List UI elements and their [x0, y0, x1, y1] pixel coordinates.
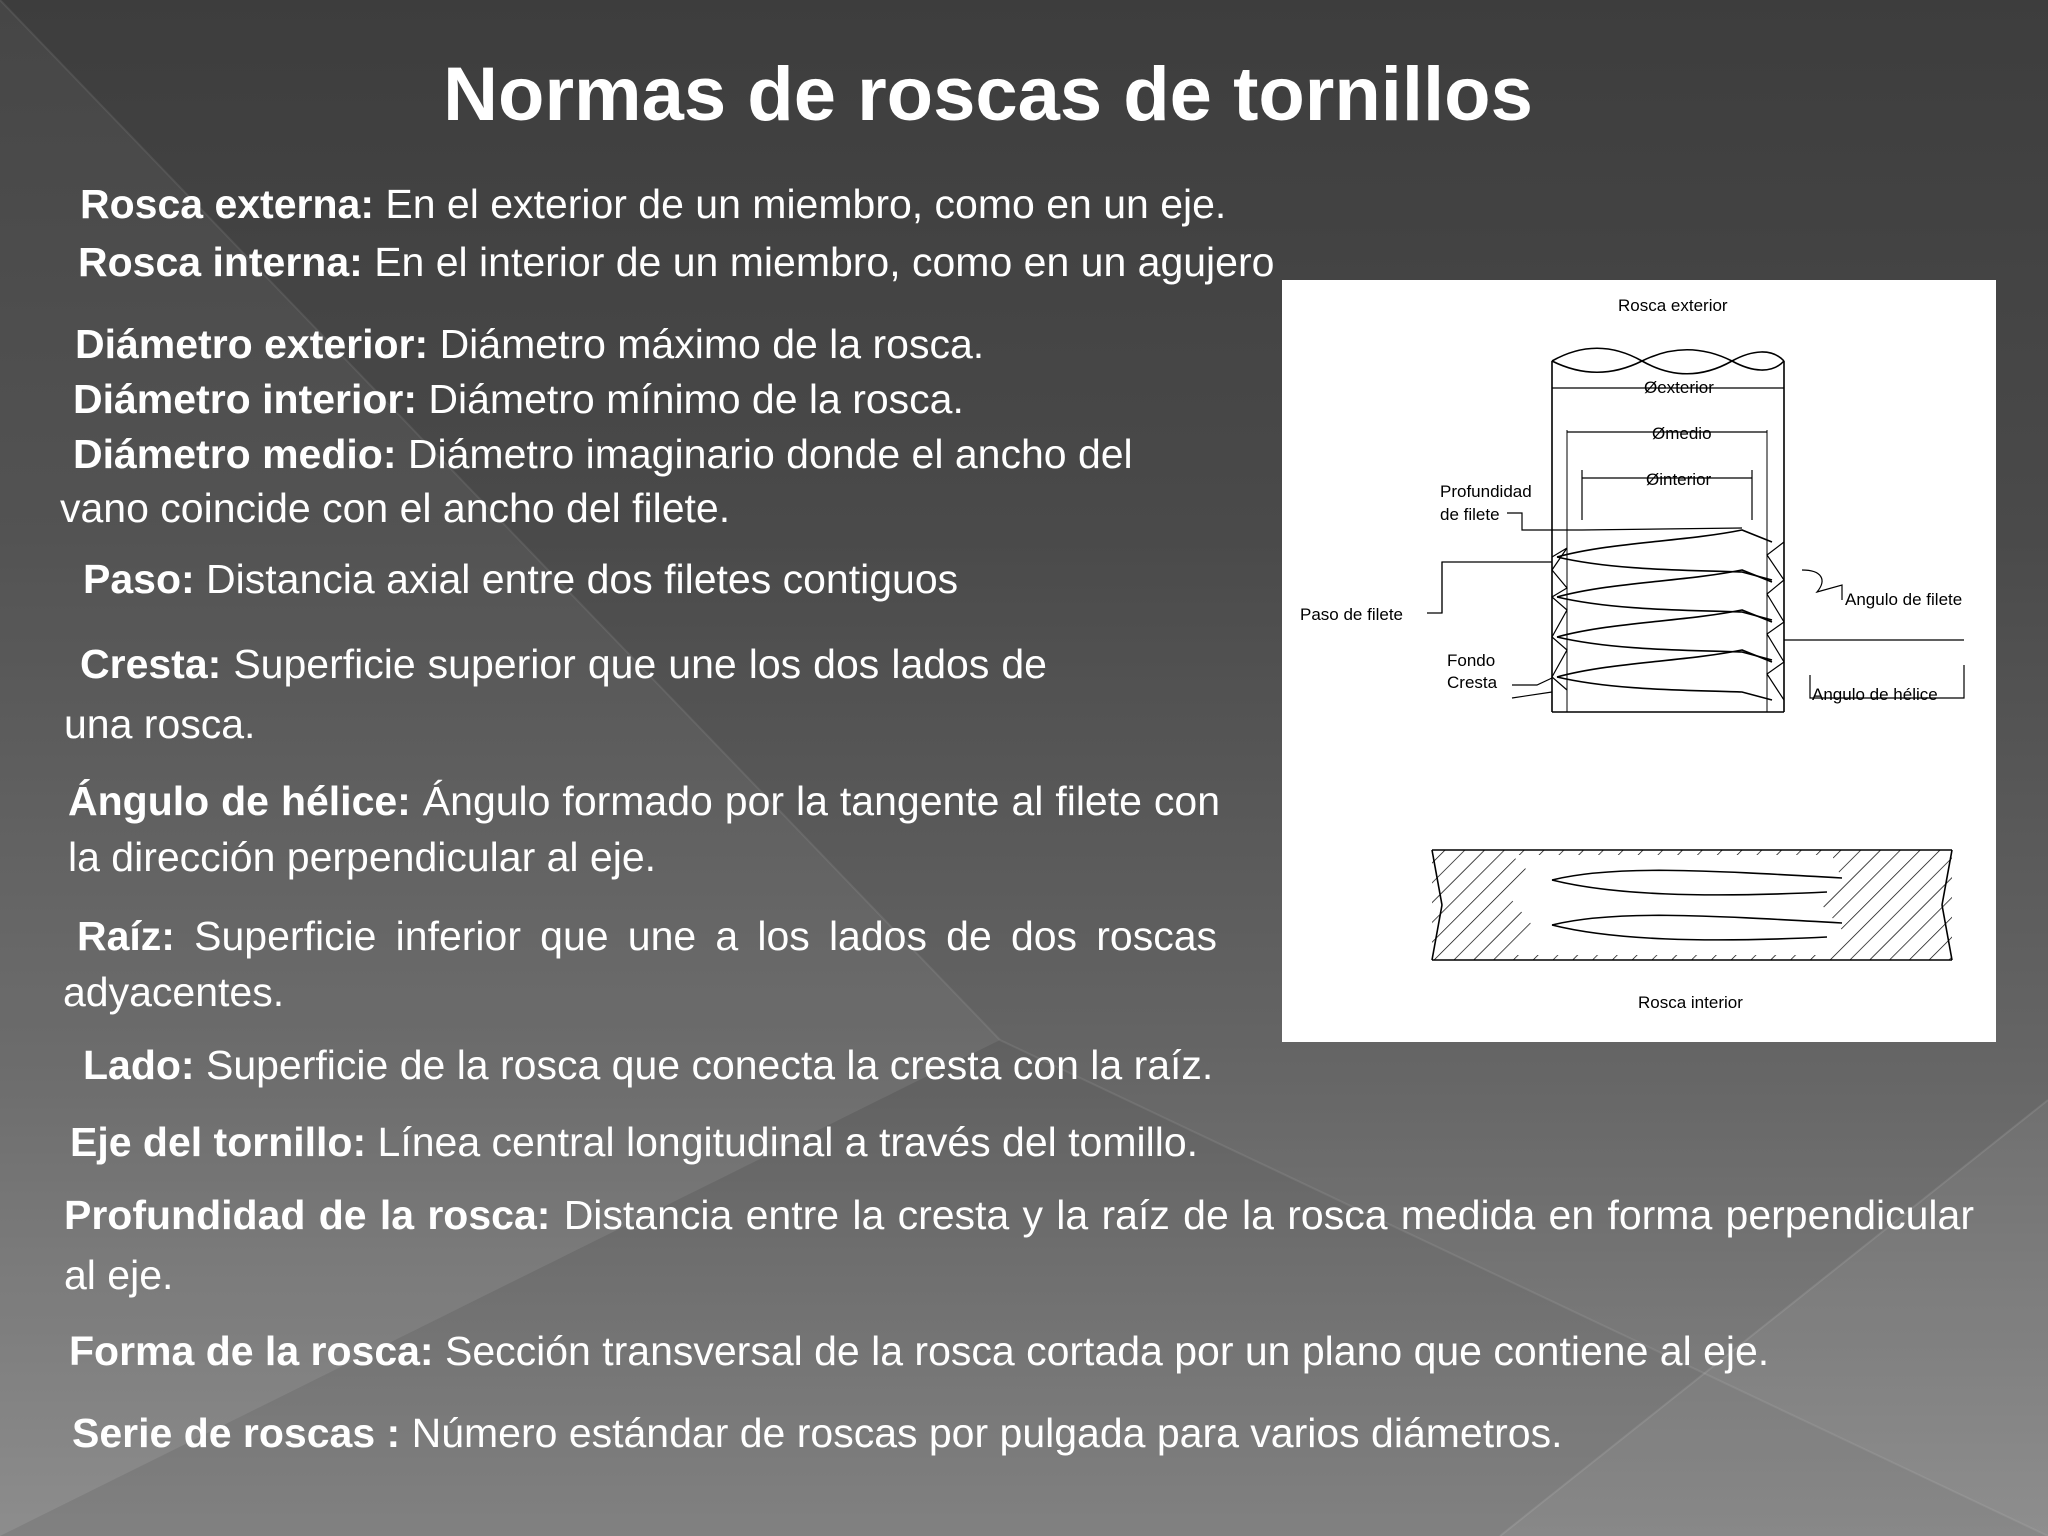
label-fondo: Fondo — [1447, 651, 1496, 670]
def-term: Profundidad de la rosca: — [64, 1192, 551, 1238]
page-title: Normas de roscas de tornillos — [443, 52, 1533, 137]
def-diametro-medio-cont — [60, 480, 730, 536]
label-angulo-filete: Angulo de filete — [1845, 590, 1963, 609]
def-paso — [83, 551, 958, 607]
def-text: Diámetro máximo de la rosca. — [428, 321, 985, 367]
def-angulo-helice — [68, 773, 1220, 885]
label-angulo-helice: Angulo de hélice — [1812, 685, 1938, 704]
def-term: Raíz: — [77, 913, 175, 959]
def-text: En el interior de un miembro, como en un agujero — [362, 239, 1275, 285]
label-paso-filete: Paso de filete — [1300, 605, 1404, 624]
def-rosca-interna — [78, 234, 1274, 290]
def-text: Distancia entre la cresta y la raíz de la rosca medida en forma perpendicular al eje. — [64, 1192, 1974, 1298]
def-diametro-exterior — [75, 316, 984, 372]
def-eje-tornillo — [70, 1114, 1198, 1170]
def-term: Diámetro exterior: — [75, 321, 429, 367]
def-rosca-externa — [80, 176, 1226, 232]
def-diametro-interior — [73, 371, 964, 427]
def-forma-rosca — [69, 1323, 1769, 1379]
def-term: Ángulo de hélice: — [68, 778, 411, 824]
def-term: Diámetro medio: — [73, 431, 397, 477]
def-diametro-medio — [73, 426, 1133, 482]
def-cresta — [64, 634, 1047, 754]
def-text: Sección transversal de la rosca cortada por un plano que contiene al eje. — [433, 1328, 1770, 1374]
thread-diagram — [1282, 280, 1996, 1042]
def-text: Diámetro imaginario donde el ancho del — [396, 431, 1133, 477]
def-profundidad-rosca — [64, 1185, 1974, 1305]
label-profundidad-1: Profundidad — [1440, 482, 1532, 501]
label-rosca-exterior: Rosca exterior — [1618, 296, 1728, 315]
thread-diagram-drawing — [1282, 280, 1996, 1042]
def-text: Diámetro mínimo de la rosca. — [417, 376, 964, 422]
def-term: Rosca externa: — [80, 181, 374, 227]
def-term: Eje del tornillo: — [70, 1119, 367, 1165]
def-lado — [83, 1037, 1213, 1093]
def-text: Ángulo formado por la tangente al filete con la dirección perpendicular al eje. — [68, 778, 1220, 880]
def-text: Distancia axial entre dos filetes contiguos — [194, 556, 959, 602]
label-profundidad-2: de filete — [1440, 505, 1500, 524]
def-term: Cresta: — [80, 641, 222, 687]
def-text: Línea central longitudinal a través del tomillo. — [366, 1119, 1199, 1165]
label-cresta: Cresta — [1447, 673, 1498, 692]
def-serie-roscas — [72, 1405, 1562, 1461]
def-text: Superficie superior que une los dos lados de una rosca. — [64, 641, 1047, 747]
def-text: vano coincide con el ancho del filete. — [60, 485, 731, 531]
def-text: Superficie inferior que une a los lados de dos roscas adyacentes. — [63, 913, 1217, 1015]
def-term: Paso: — [83, 556, 195, 602]
label-rosca-interior: Rosca interior — [1638, 993, 1743, 1012]
def-text: Número estándar de roscas por pulgada para varios diámetros. — [400, 1410, 1563, 1456]
label-exterior: Øexterior — [1644, 378, 1714, 397]
label-interior: Øinterior — [1646, 470, 1712, 489]
def-term: Diámetro interior: — [73, 376, 417, 422]
label-medio: Ømedio — [1652, 424, 1712, 443]
def-raiz — [63, 908, 1217, 1020]
def-term: Serie de roscas : — [72, 1410, 401, 1456]
def-term: Lado: — [83, 1042, 195, 1088]
def-term: Forma de la rosca: — [69, 1328, 434, 1374]
def-text: Superficie de la rosca que conecta la cresta con la raíz. — [194, 1042, 1214, 1088]
def-term: Rosca interna: — [78, 239, 363, 285]
def-text: En el exterior de un miembro, como en un eje. — [373, 181, 1227, 227]
